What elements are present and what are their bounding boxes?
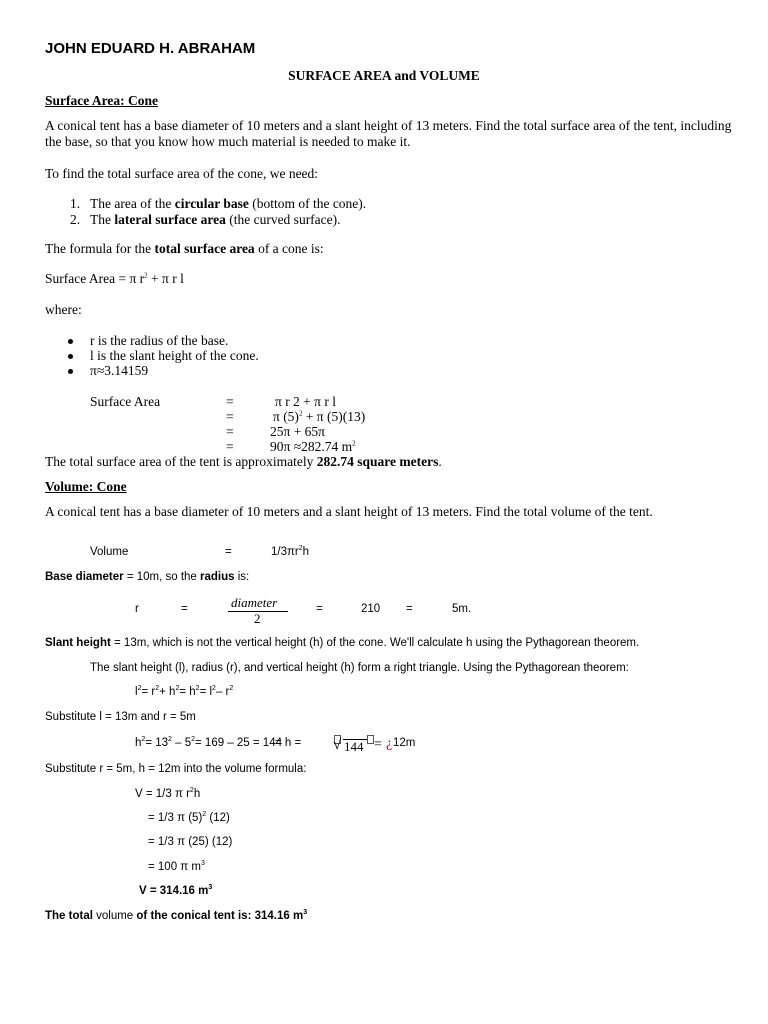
conclusion-text: volume [92,910,137,922]
slant-bold: Slant height [45,637,111,649]
list-item-text [90,212,341,228]
final-sup: 3 [208,884,213,892]
equals-sign: = [226,424,234,439]
list-text: The [90,212,115,227]
eq-sup: 2 [212,685,216,693]
conclusion-bold: The total [45,910,93,922]
bullet-text: r is the radius of the base. [90,333,229,348]
step-text: h [193,788,201,800]
eq-part: + h [159,686,176,698]
surface-area-heading: Surface Area: Cone [45,93,158,108]
eq-sup: 2 [195,685,200,693]
formula-intro-text: The formula for the [45,241,155,256]
radicand: 144 [344,739,364,754]
bullet-text: l is the slant height of the cone. [90,348,259,363]
substitute-line-2: Substitute r = 5m, h = 12m into the volume formula: [45,763,307,775]
calc-sup: 2 [352,439,356,448]
bullet-icon [68,369,73,374]
eq-part: = l [199,686,213,698]
step-text: = 1/3 π (25) (12) [148,836,233,848]
equals-sign: = [406,603,413,615]
volume-heading: Volume: Cone [45,479,127,494]
conclusion-bold: of the conical tent is: 314.16 m [136,910,304,922]
step-sup: 3 [201,860,205,868]
base-text: = 10m, so the [123,571,201,583]
equals-sign: = [181,603,188,615]
eq-part: = h [179,686,196,698]
conclusion-text: . [438,454,442,469]
base-bold: Base diameter [45,571,124,583]
calc-line-4 [270,439,356,455]
formula-part: 1/3πr [271,546,299,558]
page-title [0,68,768,84]
eq-sup: 2 [155,685,160,693]
eq-part: = r [141,686,156,698]
eq-sup: 2 [191,736,196,744]
eq-part: l [135,686,138,698]
list-bold: lateral surface area [114,212,226,227]
final-text: V = 314.16 m [139,885,209,897]
formula-part: h [302,546,310,558]
volume-step [148,812,230,824]
inverted-question-glyph: ¿ [386,736,393,751]
slant-height-line [45,637,639,649]
volume-step [148,861,205,873]
volume-step [135,788,200,800]
h-result: 12m [393,737,416,749]
equals-sign: = [226,439,234,454]
eq-sup: 2 [175,685,180,693]
formula-intro-text: of a cone is: [254,241,324,256]
step-text: V = 1/3 π r [135,788,190,800]
volume-formula [271,546,309,558]
list-text: The area of the [90,196,175,211]
equals-sign: = [225,546,232,558]
volume-label: Volume [90,546,129,558]
conclusion-text: The total surface area of the tent is approximately [45,454,317,469]
h-calculation-tail [275,737,301,749]
page-title-text: SURFACE AREA and VOLUME [288,68,480,83]
formula-part: + π r l [147,271,184,286]
volume-final [139,885,212,897]
author-name: JOHN EDUARD H. ABRAHAM [45,40,256,57]
fraction-denominator: 2 [254,611,261,626]
calc-line-3: 25π + 65π [270,424,325,439]
list-number: 2. [70,212,81,227]
list-item-text [90,196,366,212]
eq-sup: 2 [229,685,234,693]
radius-mid-value: 210 [361,603,381,615]
substitute-line-1: Substitute l = 13m and r = 5m [45,711,196,723]
equals-sign: = [226,409,234,424]
step-text: (12) [206,812,230,824]
eq-part: h [135,737,142,749]
surface-area-formula [45,271,184,287]
eq-part: – r [215,686,230,698]
step-sup: 2 [189,787,194,795]
equals-sign: = [226,394,234,409]
step-sup: 2 [202,811,207,819]
formula-intro [45,241,324,257]
list-text: (the curved surface). [225,212,341,227]
list-text: (bottom of the cone). [248,196,367,211]
eq-sup: 2 [137,685,142,693]
slant-text: = 13m, which is not the vertical height (h) of the cone. We'll calculate h using the Pythagorean theorem. [110,637,640,649]
calc-line-1: π r 2 + π r l [275,394,336,409]
list-bold: circular base [174,196,249,211]
eq-part: – 5 [171,737,192,749]
list-number: 1. [70,196,81,211]
base-diameter-line [45,571,249,583]
placeholder-box [367,735,374,744]
equals-sign: = [374,737,382,752]
radius-var: r [135,603,139,615]
bullet-icon [68,354,73,359]
numbered-list-item [70,196,80,212]
calc-label: Surface Area [90,394,161,409]
formula-sup: 2 [298,545,303,553]
where-label: where: [45,302,82,317]
vol-problem: A conical tent has a base diameter of 10 meters and a slant height of 13 meters. Find the total volume of the tent. [45,504,653,519]
eq-sup: 2 [168,736,172,744]
conclusion-bold: 282.74 square meters [316,454,439,469]
formula-sup: 2 [144,271,148,280]
pythagorean-equation [135,686,233,698]
triangle-explanation: The slant height (l), radius (r), and vertical height (h) form a right triangle. Using the Pythagorean theorem: [90,662,629,674]
radius-result: 5m. [452,603,472,615]
formula-part: Surface Area = π r [45,271,145,286]
equals-sign: = [316,603,323,615]
conclusion-sup: 3 [303,909,308,917]
eq-part: = 13 [145,737,169,749]
step-text: = 1/3 π (5) [148,812,203,824]
radical-icon: √ [333,737,342,753]
bullet-icon [68,339,73,344]
base-bold: radius [200,571,235,583]
bullet-text: π≈3.14159 [90,363,149,378]
calc-line-2 [273,409,365,425]
numbered-list-item [70,212,80,228]
volume-step [148,836,232,848]
base-text: is: [234,571,250,583]
eq-part: = 169 – 25 = 144 [195,737,282,749]
step-text: = 100 π m [148,861,202,873]
volume-conclusion [45,910,307,922]
eq-sup: 2 [141,736,146,744]
calc-part: 90π ≈282.74 m [270,439,353,454]
fraction-numerator: diameter [231,595,278,610]
sa-intro: To find the total surface area of the cone, we need: [45,166,319,181]
sa-conclusion [45,454,442,470]
sa-problem: A conical tent has a base diameter of 10 meters and a slant height of 13 meters. Find the total surface area of the tent, including the base, so that you know how much material is needed to make it. [45,118,732,149]
formula-intro-bold: total surface area [154,241,255,256]
eq-part: = h = [275,737,302,749]
calc-part: + π (5)(13) [302,409,366,424]
calc-part: π (5) [273,409,299,424]
h-calculation [135,737,282,749]
calc-sup: 2 [298,409,303,418]
